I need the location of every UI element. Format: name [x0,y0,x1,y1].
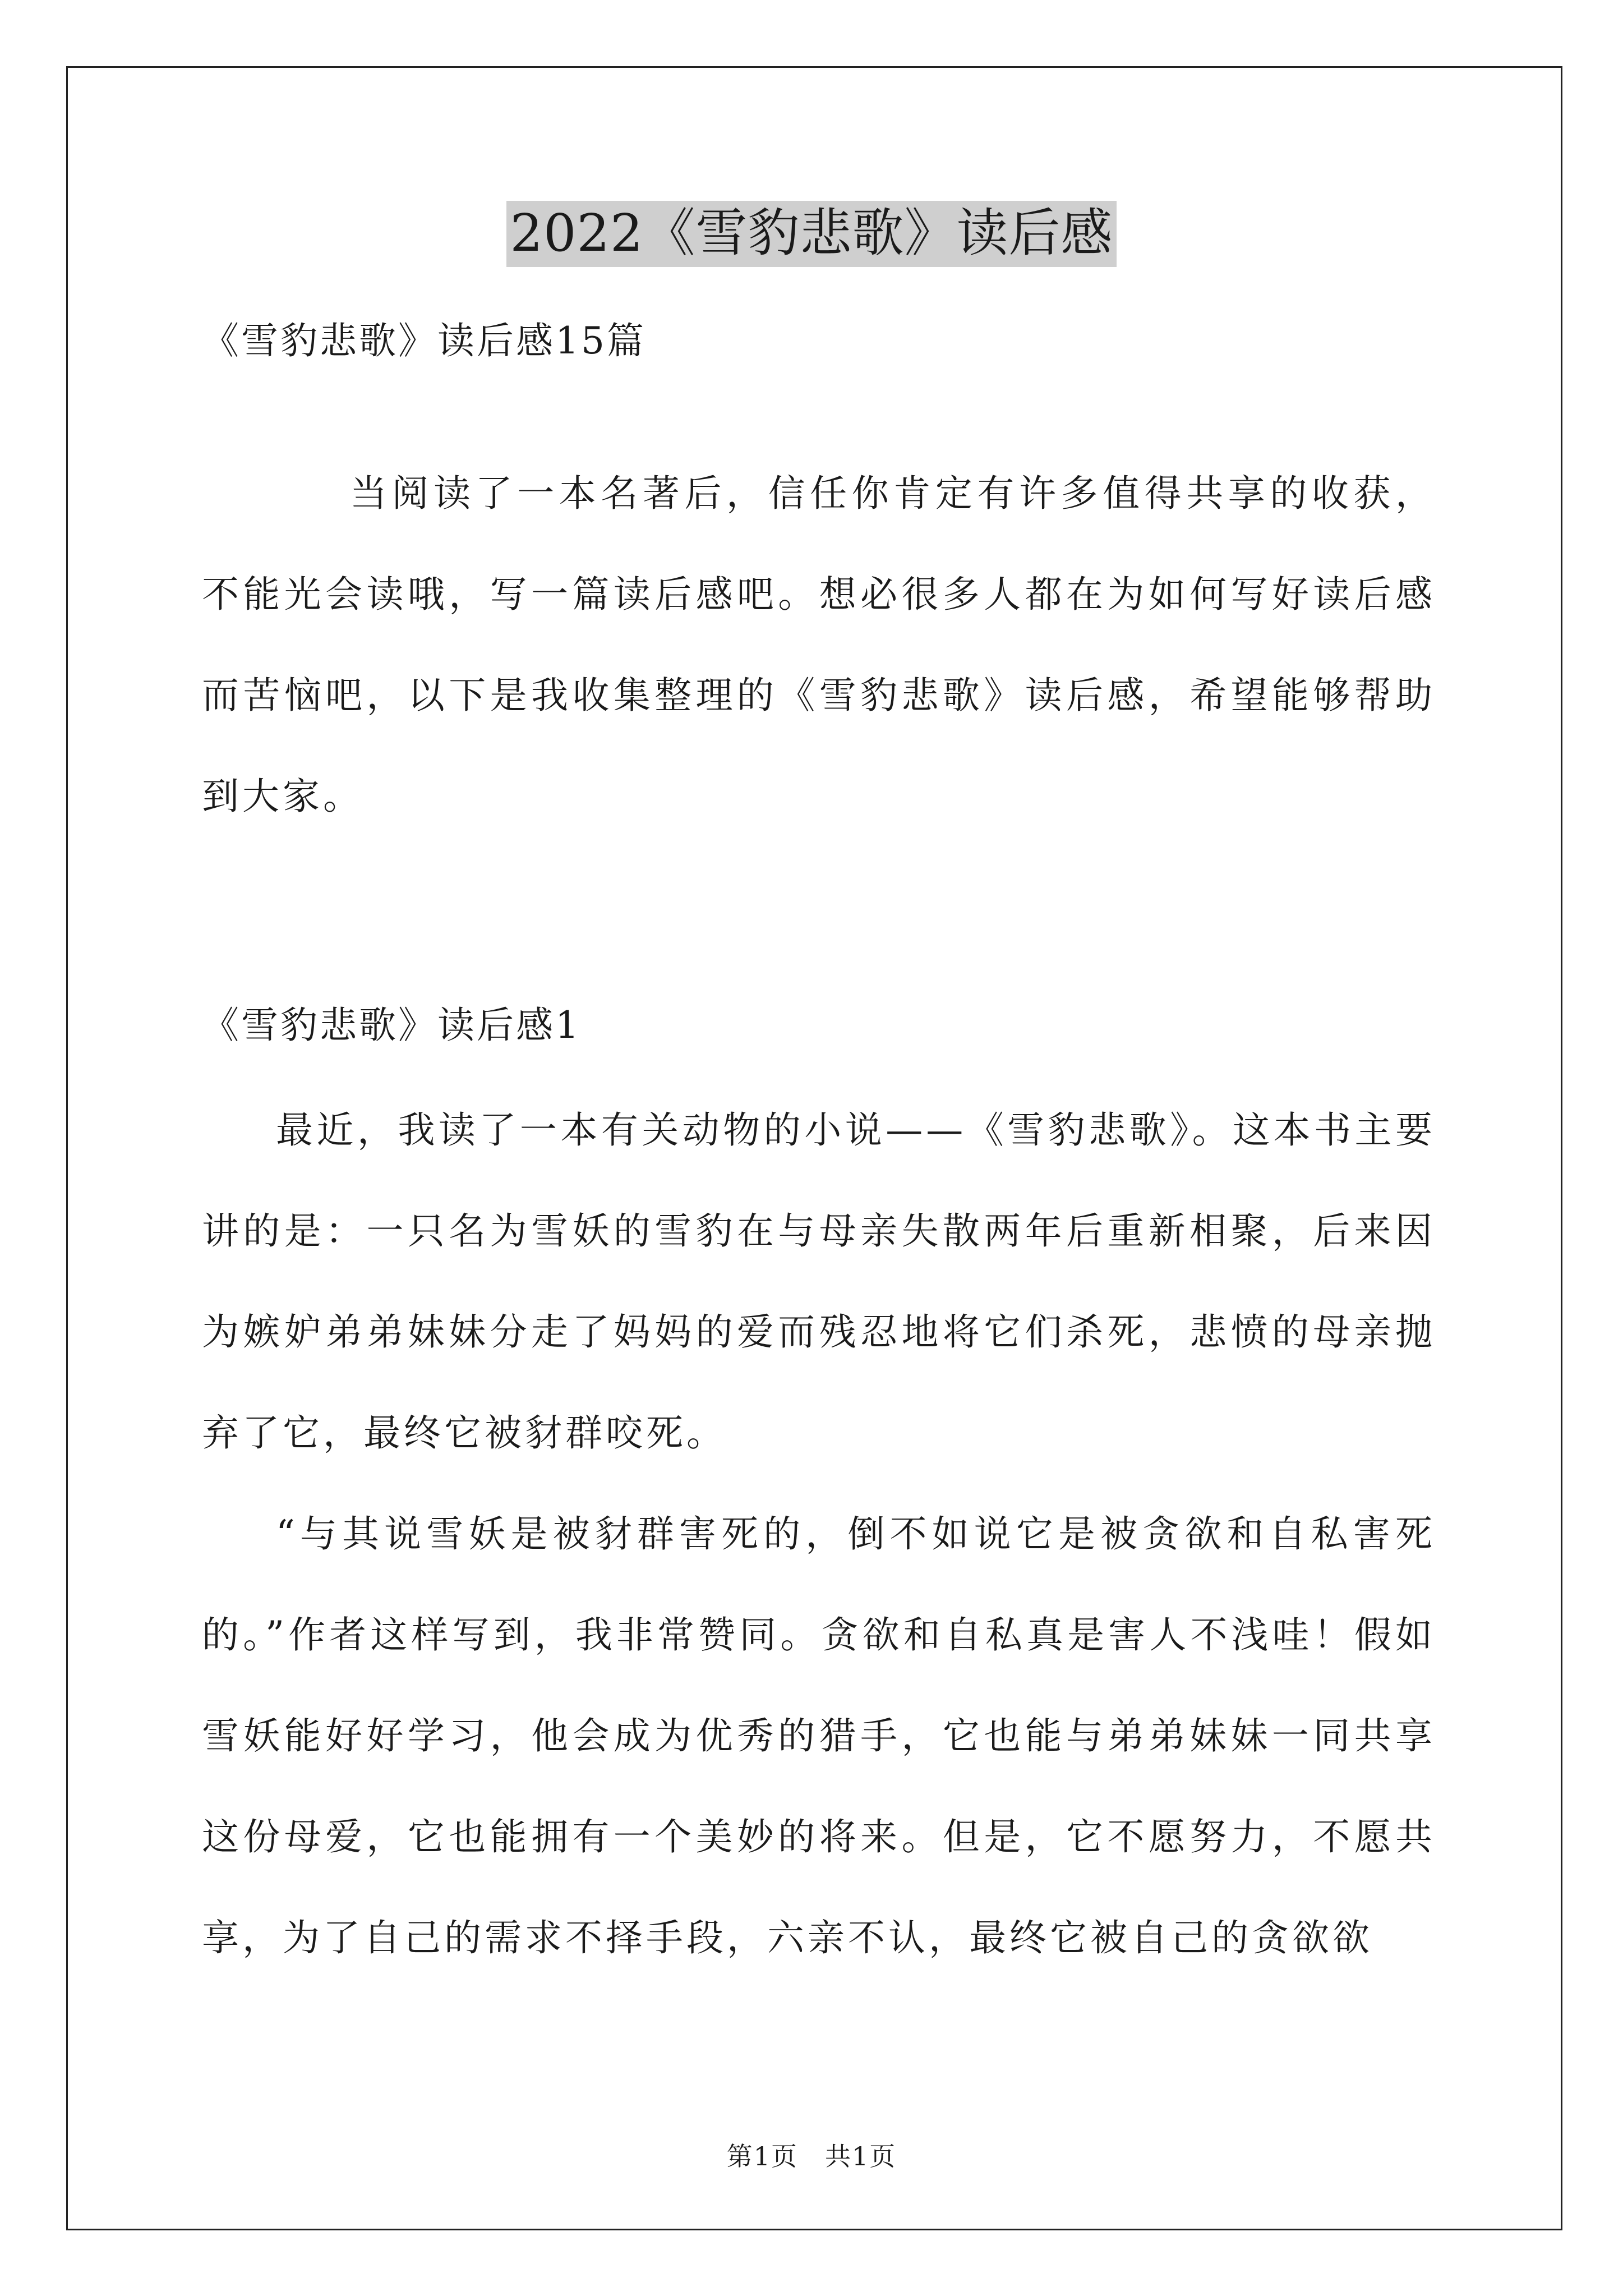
document-title-text: 2022《雪豹悲歌》读后感 [506,201,1116,267]
document-title [0,201,1623,267]
page-footer: 第1页 共1页 [726,2141,897,2171]
intro-block [202,443,1436,847]
intro-paragraph: 当阅读了一本名著后，信任你肯定有许多值得共享的收获，不能光会读哦，写一篇读后感吧。想必很多人都在为如何写好读后感而苦恼吧，以下是我收集整理的《雪豹悲歌》读后感，希望能够帮助到大家。 [202,472,1436,818]
document-subtitle: 《雪豹悲歌》读后感15篇 [202,319,646,362]
body-paragraph: 最近，我读了一本有关动物的小说——《雪豹悲歌》。这本书主要讲的是：一只名为雪妖的雪豹在与母亲失散两年后重新相聚，后来因为嫉妒弟弟妹妹分走了妈妈的爱而残忍地将它们杀死，悲愤的母亲抛弃了它，最终它被豺群咬死。 [202,1108,1436,1455]
body-block [202,1080,1436,1989]
body-paragraph: “与其说雪妖是被豺群害死的，倒不如说它是被贪欲和自私害死的。”作者这样写到，我非常赞同。贪欲和自私真是害人不浅哇！假如雪妖能好好学习，他会成为优秀的猎手，它也能与弟弟妹妹一同共享这份母爱，它也能拥有一个美妙的将来。但是，它不愿努力，不愿共享，为了自己的需求不择手段，六亲不认，最终它被自己的贪欲欲 [202,1512,1436,1959]
section-heading: 《雪豹悲歌》读后感1 [202,1004,581,1047]
